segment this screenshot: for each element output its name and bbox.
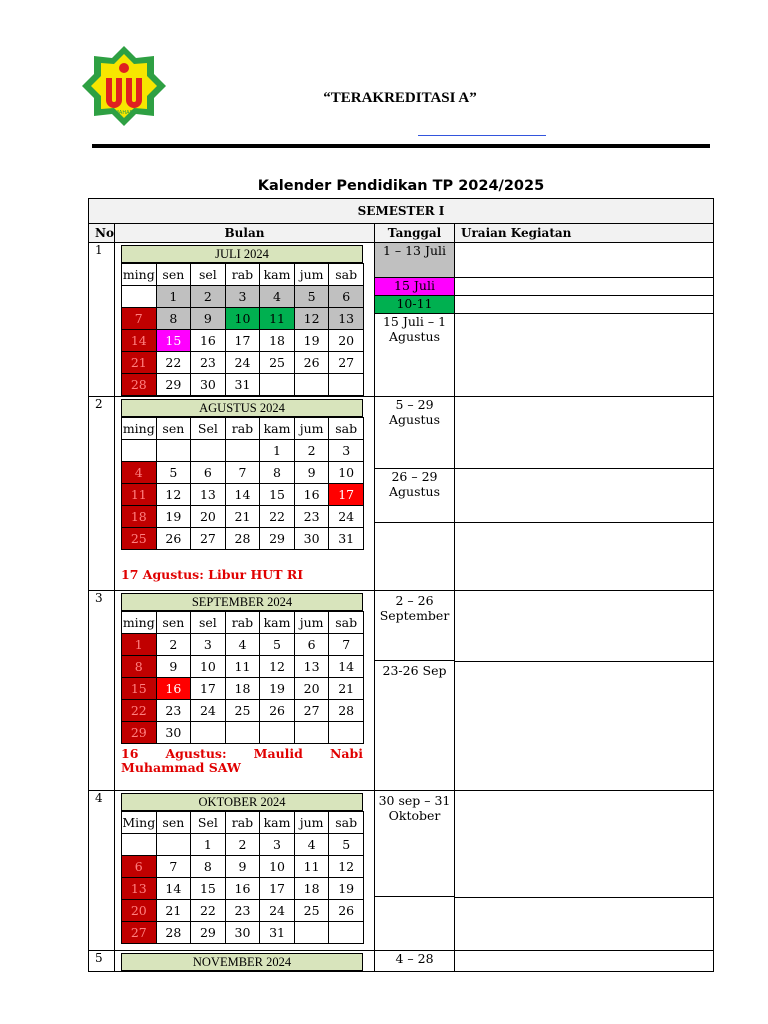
weekday-header: kam — [260, 612, 295, 634]
day-cell — [294, 722, 329, 744]
day-cell: 4 — [294, 834, 329, 856]
day-cell: 29 — [122, 722, 157, 744]
day-cell: 8 — [191, 856, 226, 878]
day-cell: 26 — [156, 528, 191, 550]
date-range: 2 – 26 September — [375, 591, 454, 661]
day-cell: 26 — [294, 352, 329, 374]
weekday-header: sen — [156, 264, 191, 286]
day-cell: 17 — [191, 678, 226, 700]
day-cell: 3 — [260, 834, 295, 856]
day-cell: 2 — [191, 286, 226, 308]
day-cell: 22 — [191, 900, 226, 922]
day-cell: 7 — [122, 308, 157, 330]
day-cell: 28 — [156, 922, 191, 944]
day-cell: 23 — [225, 900, 260, 922]
day-cell — [191, 440, 226, 462]
day-cell: 13 — [122, 878, 157, 900]
day-cell: 11 — [260, 308, 295, 330]
day-cell: 4 — [260, 286, 295, 308]
day-cell — [191, 722, 226, 744]
day-cell: 8 — [122, 656, 157, 678]
day-cell: 1 — [122, 634, 157, 656]
day-cell: 29 — [156, 374, 191, 396]
day-cell: 17 — [225, 330, 260, 352]
day-cell: 25 — [294, 900, 329, 922]
day-cell: 28 — [225, 528, 260, 550]
date-range: 1 – 13 Juli — [375, 243, 454, 278]
weekday-header: ming — [122, 612, 157, 634]
accreditation-tagline: “TERAKREDITASI A” — [323, 90, 477, 106]
day-cell: 27 — [294, 700, 329, 722]
calendar-grid — [121, 417, 364, 550]
day-cell: 14 — [329, 656, 364, 678]
day-cell: 26 — [260, 700, 295, 722]
weekday-header: jum — [294, 418, 329, 440]
day-cell: 20 — [329, 330, 364, 352]
day-cell: 18 — [294, 878, 329, 900]
weekday-header: sel — [191, 612, 226, 634]
day-cell: 7 — [225, 462, 260, 484]
weekday-header: Ming — [122, 812, 157, 834]
institution-logo — [80, 44, 168, 128]
weekday-header: rab — [225, 418, 260, 440]
day-cell: 5 — [156, 462, 191, 484]
day-cell: 21 — [122, 352, 157, 374]
day-cell: 17 — [329, 484, 364, 506]
date-range: 26 – 29 Agustus — [375, 469, 454, 523]
month-header: AGUSTUS 2024 — [121, 399, 363, 417]
day-cell: 12 — [294, 308, 329, 330]
weekday-header: kam — [260, 418, 295, 440]
day-cell: 1 — [156, 286, 191, 308]
day-cell: 31 — [260, 922, 295, 944]
day-cell — [122, 834, 157, 856]
weekday-header: sab — [329, 418, 364, 440]
month-calendar-agustus — [121, 399, 363, 550]
day-cell: 20 — [122, 900, 157, 922]
day-cell: 18 — [122, 506, 157, 528]
day-cell: 15 — [156, 330, 191, 352]
day-cell: 9 — [156, 656, 191, 678]
day-cell — [260, 374, 295, 396]
day-cell: 19 — [329, 878, 364, 900]
day-cell: 8 — [156, 308, 191, 330]
day-cell: 14 — [156, 878, 191, 900]
date-range: 23-26 Sep — [382, 663, 447, 678]
day-cell: 22 — [156, 352, 191, 374]
day-cell: 30 — [191, 374, 226, 396]
day-cell: 7 — [156, 856, 191, 878]
day-cell: 5 — [329, 834, 364, 856]
day-cell — [294, 374, 329, 396]
day-cell: 21 — [329, 678, 364, 700]
day-cell: 13 — [329, 308, 364, 330]
day-cell: 2 — [225, 834, 260, 856]
date-range: 30 sep – 31 Oktober — [375, 791, 454, 897]
day-cell: 24 — [191, 700, 226, 722]
day-cell: 23 — [191, 352, 226, 374]
day-cell: 31 — [329, 528, 364, 550]
row-no: 4 — [89, 791, 115, 951]
weekday-header: jum — [294, 264, 329, 286]
day-cell: 11 — [122, 484, 157, 506]
day-cell: 18 — [225, 678, 260, 700]
day-cell: 29 — [260, 528, 295, 550]
day-cell: 30 — [294, 528, 329, 550]
day-cell: 5 — [260, 634, 295, 656]
day-cell: 27 — [122, 922, 157, 944]
activity-cell — [455, 243, 713, 278]
day-cell — [122, 286, 157, 308]
day-cell: 16 — [225, 878, 260, 900]
calendar-grid — [121, 611, 364, 744]
day-cell: 6 — [329, 286, 364, 308]
month-calendar-september — [121, 593, 363, 744]
col-tanggal: Tanggal — [375, 224, 455, 243]
weekday-header: jum — [294, 612, 329, 634]
day-cell — [329, 922, 364, 944]
day-cell: 6 — [294, 634, 329, 656]
day-cell: 24 — [225, 352, 260, 374]
day-cell: 14 — [122, 330, 157, 352]
date-range: 15 Juli – 1 Agustus — [382, 314, 447, 344]
activity-cell — [455, 791, 713, 898]
activity-cell — [455, 469, 713, 523]
day-cell: 20 — [294, 678, 329, 700]
activity-cell — [455, 296, 713, 314]
day-cell: 24 — [329, 506, 364, 528]
day-cell: 31 — [225, 374, 260, 396]
row-no: 1 — [89, 243, 115, 397]
day-cell: 18 — [260, 330, 295, 352]
weekday-header: Sel — [191, 418, 226, 440]
weekday-header: ming — [122, 418, 157, 440]
day-cell — [122, 440, 157, 462]
date-range: 15 Juli — [375, 278, 454, 296]
semester-header: SEMESTER I — [89, 199, 714, 224]
weekday-header: rab — [225, 264, 260, 286]
month-header: SEPTEMBER 2024 — [121, 593, 363, 611]
day-cell: 1 — [260, 440, 295, 462]
day-cell: 14 — [225, 484, 260, 506]
day-cell: 11 — [294, 856, 329, 878]
weekday-header: sen — [156, 812, 191, 834]
day-cell — [294, 922, 329, 944]
weekday-header: sen — [156, 418, 191, 440]
day-cell: 8 — [260, 462, 295, 484]
month-header: NOVEMBER 2024 — [121, 953, 363, 971]
weekday-header: rab — [225, 812, 260, 834]
day-cell: 5 — [294, 286, 329, 308]
calendar-table — [88, 198, 714, 972]
calendar-grid — [121, 811, 364, 944]
day-cell: 6 — [191, 462, 226, 484]
day-cell: 28 — [122, 374, 157, 396]
day-cell: 19 — [294, 330, 329, 352]
day-cell: 17 — [260, 878, 295, 900]
day-cell: 15 — [191, 878, 226, 900]
day-cell: 2 — [156, 634, 191, 656]
svg-text:MAHAD: MAHAD — [114, 110, 134, 116]
day-cell: 11 — [225, 656, 260, 678]
day-cell: 9 — [191, 308, 226, 330]
day-cell — [329, 722, 364, 744]
day-cell: 19 — [260, 678, 295, 700]
day-cell: 29 — [191, 922, 226, 944]
day-cell: 10 — [329, 462, 364, 484]
col-uraian: Uraian Kegiatan — [455, 224, 714, 243]
weekday-header: sel — [191, 264, 226, 286]
weekday-header: rab — [225, 612, 260, 634]
day-cell: 12 — [329, 856, 364, 878]
day-cell: 23 — [156, 700, 191, 722]
day-cell: 15 — [260, 484, 295, 506]
day-cell: 24 — [260, 900, 295, 922]
day-cell: 16 — [294, 484, 329, 506]
day-cell: 2 — [294, 440, 329, 462]
day-cell: 3 — [225, 286, 260, 308]
date-range: 4 – 28 — [395, 951, 434, 966]
day-cell: 10 — [191, 656, 226, 678]
day-cell: 25 — [122, 528, 157, 550]
weekday-header: sab — [329, 264, 364, 286]
day-cell: 25 — [225, 700, 260, 722]
calendar-grid — [121, 263, 364, 396]
month-header: OKTOBER 2024 — [121, 793, 363, 811]
day-cell: 19 — [156, 506, 191, 528]
day-cell: 30 — [156, 722, 191, 744]
day-cell: 6 — [122, 856, 157, 878]
activity-cell — [455, 591, 713, 662]
weekday-header: sab — [329, 612, 364, 634]
weekday-header: ming — [122, 264, 157, 286]
day-cell: 26 — [329, 900, 364, 922]
day-cell: 30 — [225, 922, 260, 944]
month-calendar-juli — [121, 245, 363, 396]
day-cell: 1 — [191, 834, 226, 856]
day-cell — [156, 440, 191, 462]
day-cell: 10 — [260, 856, 295, 878]
day-cell: 27 — [329, 352, 364, 374]
day-cell: 28 — [329, 700, 364, 722]
row-no: 2 — [89, 397, 115, 591]
header-rule — [92, 144, 710, 148]
day-cell: 12 — [156, 484, 191, 506]
month-calendar-oktober — [121, 793, 363, 944]
day-cell: 21 — [156, 900, 191, 922]
day-cell: 4 — [122, 462, 157, 484]
day-cell: 4 — [225, 634, 260, 656]
day-cell: 9 — [225, 856, 260, 878]
day-cell: 22 — [122, 700, 157, 722]
day-cell: 7 — [329, 634, 364, 656]
weekday-header: jum — [294, 812, 329, 834]
weekday-header: kam — [260, 812, 295, 834]
weekday-header: sab — [329, 812, 364, 834]
day-cell: 16 — [191, 330, 226, 352]
day-cell — [329, 374, 364, 396]
holiday-note: 16 Agustus: Maulid Nabi Muhammad SAW — [121, 746, 363, 775]
date-range: 10-11 — [375, 296, 454, 314]
day-cell: 10 — [225, 308, 260, 330]
day-cell: 3 — [329, 440, 364, 462]
day-cell: 25 — [260, 352, 295, 374]
weekday-header: kam — [260, 264, 295, 286]
link-underline — [418, 135, 546, 136]
col-no: No — [89, 224, 115, 243]
day-cell — [225, 722, 260, 744]
day-cell: 23 — [294, 506, 329, 528]
weekday-header: Sel — [191, 812, 226, 834]
document-title: Kalender Pendidikan TP 2024/2025 — [257, 178, 545, 194]
day-cell — [156, 834, 191, 856]
day-cell: 16 — [156, 678, 191, 700]
day-cell: 21 — [225, 506, 260, 528]
day-cell: 13 — [191, 484, 226, 506]
weekday-header: sen — [156, 612, 191, 634]
day-cell: 9 — [294, 462, 329, 484]
month-header: JULI 2024 — [121, 245, 363, 263]
col-bulan: Bulan — [115, 224, 375, 243]
day-cell: 20 — [191, 506, 226, 528]
day-cell: 12 — [260, 656, 295, 678]
day-cell — [260, 722, 295, 744]
holiday-note: 17 Agustus: Libur HUT RI — [121, 567, 304, 582]
day-cell — [225, 440, 260, 462]
day-cell: 15 — [122, 678, 157, 700]
day-cell: 22 — [260, 506, 295, 528]
activity-cell — [455, 278, 713, 296]
activity-cell — [455, 397, 713, 469]
row-no: 3 — [89, 591, 115, 791]
day-cell: 27 — [191, 528, 226, 550]
row-no: 5 — [89, 951, 115, 972]
day-cell: 13 — [294, 656, 329, 678]
day-cell: 3 — [191, 634, 226, 656]
date-range: 5 – 29 Agustus — [375, 397, 454, 469]
